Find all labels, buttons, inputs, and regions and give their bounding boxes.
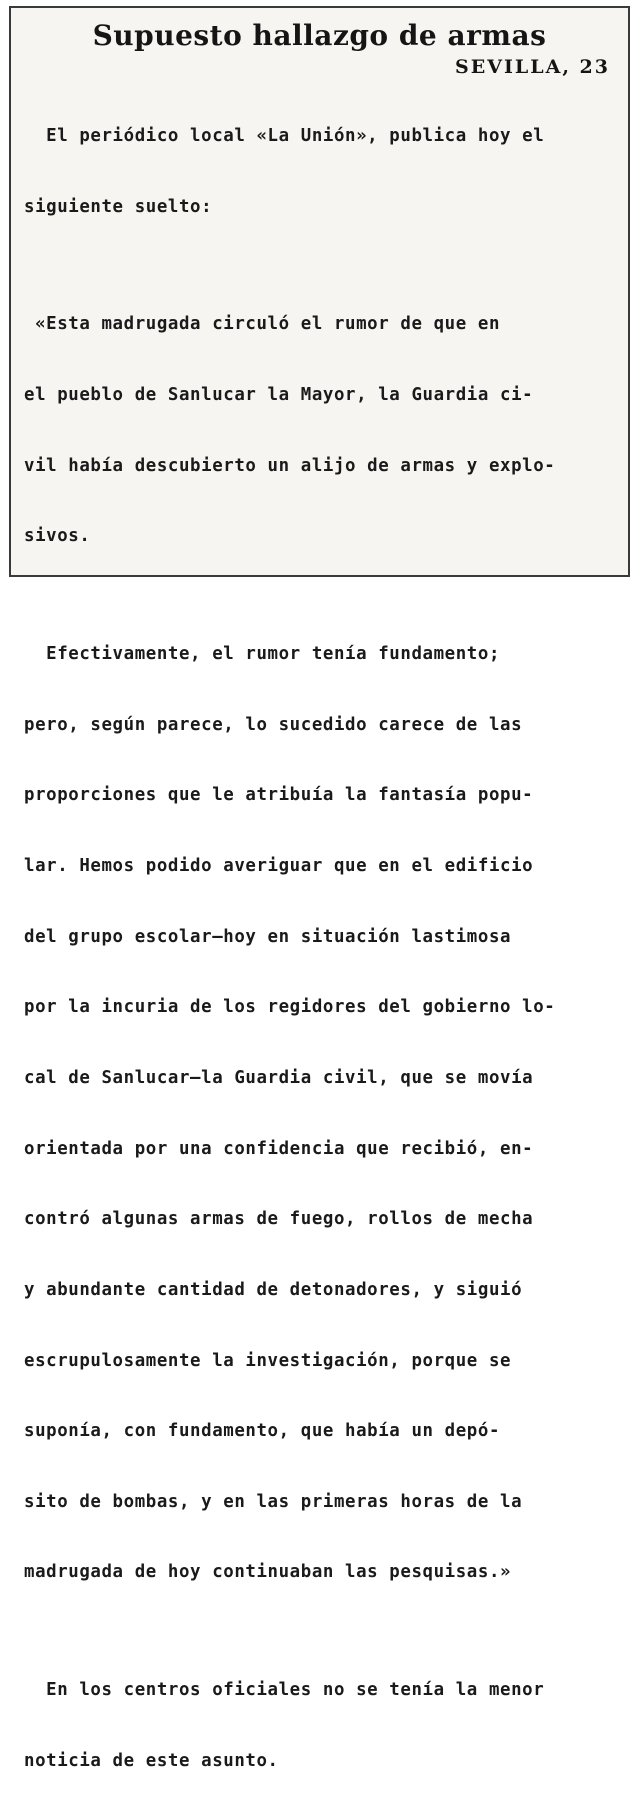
text-line: orientada por una confidencia que recibió, en- [24, 1138, 534, 1159]
text-line: noticia de este asunto. [24, 1750, 279, 1771]
text-line: el pueblo de Sanlucar la Mayor, la Guardia ci- [24, 385, 534, 406]
paragraph-quote-open [24, 266, 619, 596]
text-line: cal de Sanlucar—la Guardia civil, que se movía [24, 1067, 534, 1088]
text-line: contró algunas armas de fuego, rollos de mecha [24, 1209, 534, 1230]
text-line: Efectivamente, el rumor tenía fundamento; [24, 644, 501, 665]
text-line: sivos. [24, 526, 91, 547]
paragraph-intro [24, 78, 619, 266]
text-line: escrupulosamente la investigación, porque se [24, 1350, 512, 1371]
text-line: pero, según parece, lo sucedido carece de las [24, 714, 523, 735]
text-line: sito de bombas, y en las primeras horas de la [24, 1491, 523, 1512]
text-line: madrugada de hoy continuaban las pesquisas.» [24, 1562, 512, 1583]
text-line: por la incuria de los regidores del gobierno lo- [24, 997, 556, 1018]
text-line: del grupo escolar—hoy en situación lastimosa [24, 926, 512, 947]
text-line: y abundante cantidad de detonadores, y siguió [24, 1279, 523, 1300]
text-line: lar. Hemos podido averiguar que en el edificio [24, 856, 534, 877]
dateline: SEVILLA, 23 [455, 56, 610, 78]
paragraph-official [24, 1632, 619, 1820]
text-line: siguiente suelto: [24, 196, 213, 217]
text-line: vil había descubierto un alijo de armas y explo- [24, 455, 556, 476]
newspaper-clipping [9, 6, 630, 1771]
text-line: El periódico local «La Unión», publica hoy el [24, 126, 545, 147]
text-line: proporciones que le atribuía la fantasía popu- [24, 785, 534, 806]
paragraph-findings [24, 596, 619, 1632]
text-line: «Esta madrugada circuló el rumor de que en [24, 314, 501, 335]
article-body [24, 78, 619, 1820]
text-line: En los centros oficiales no se tenía la menor [24, 1680, 545, 1701]
text-line: suponía, con fundamento, que había un depó- [24, 1421, 501, 1442]
headline: Supuesto hallazgo de armas [92, 19, 547, 52]
